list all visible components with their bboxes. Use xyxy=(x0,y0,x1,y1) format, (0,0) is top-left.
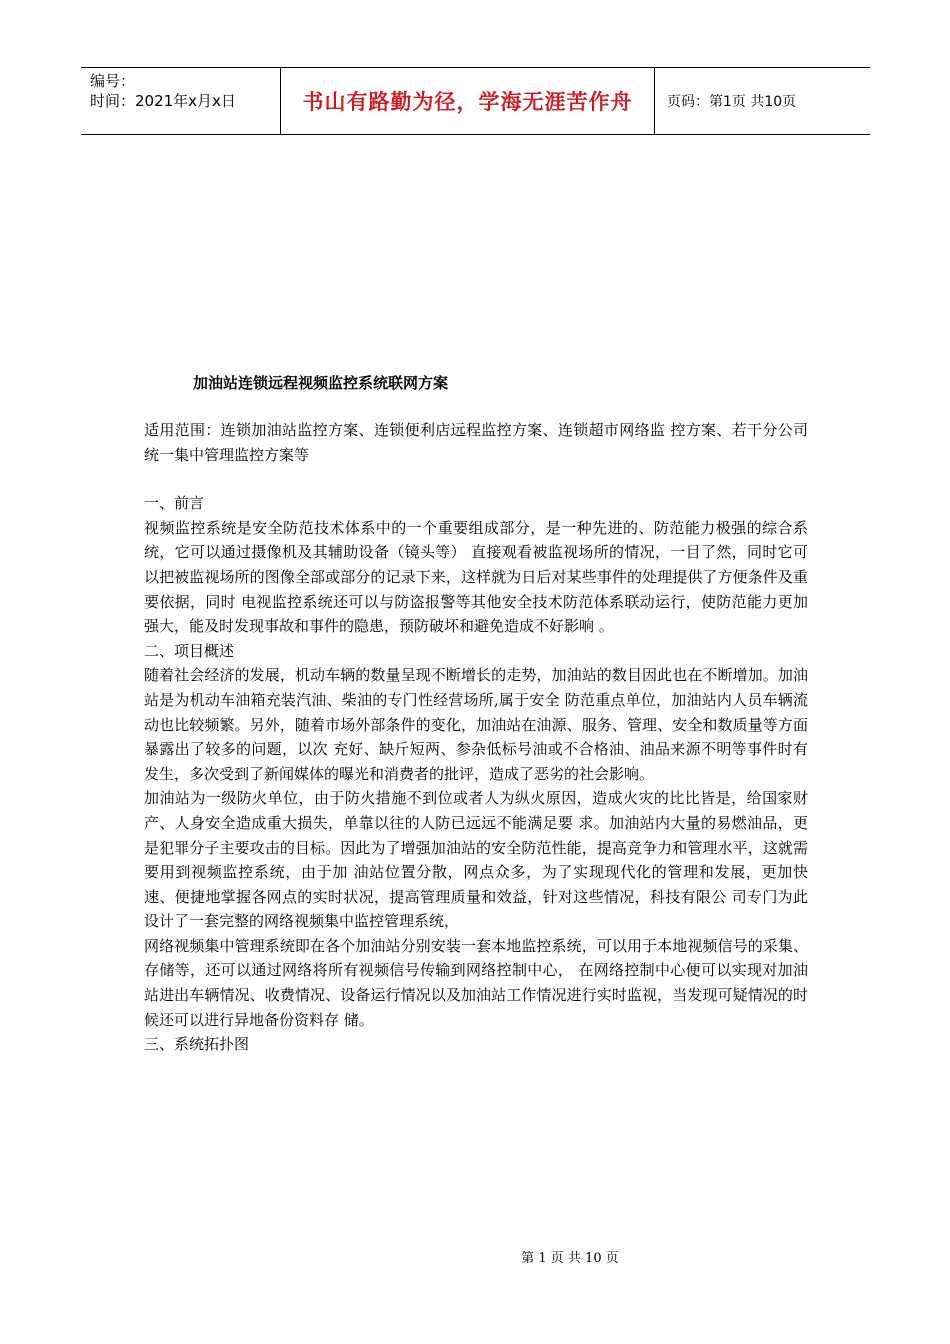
section-1-paragraph: 视频监控系统是安全防范技术体系中的一个重要组成部分，是一种先进的、防范能力极强的综合系统，它可以通过摄像机及其辅助设备（镜头等） 直接观看被监视场所的情况，一目了然，同时它可以把被监视场所的图像全部或部分的记录下来，这样就为日后对某些事件的处理提供了方便条件及重要依据，同时 电视监控系统还可以与防盗报警等其他安全技术防范体系联动运行，使防范能力更加强大，能及时发现事故和事件的隐患，预防破坏和避免造成不好影响 。 xyxy=(144,518,808,636)
number-label: 编号： xyxy=(90,72,136,90)
motto-text: 书山有路勤为径，学海无涯苦作舟 xyxy=(302,90,633,114)
page-number-cell xyxy=(655,68,870,134)
footer-page-text: 第 1 页 共 10 页 xyxy=(521,1251,619,1266)
page-footer xyxy=(0,1247,950,1266)
motto-cell xyxy=(281,68,655,134)
paragraph-gap xyxy=(144,467,808,491)
header-meta-cell xyxy=(81,68,281,134)
section-2-paragraph-1: 随着社会经济的发展，机动车辆的数量呈现不断增长的走势，加油站的数目因此也在不断增加。加油站是为机动车油箱充装汽油、柴油的专门性经营场所,属于安全 防范重点单位，加油站内人员车辆流动也比较频繁。另外，随着市场外部条件的变化，加油站在油源、服务、管理、安全和数质量等方面暴露出了较多的问题，以次 充好、缺斤短两、参杂低标号油或不合格油、油品来源不明等事件时有发生，多次受到了新闻媒体的曝光和消费者的批评，造成了恶劣的社会影响。 xyxy=(144,666,808,783)
section-1-heading: 一、前言 xyxy=(144,494,205,513)
header-table xyxy=(81,67,870,135)
section-3-heading: 三、系统拓扑图 xyxy=(144,1035,250,1054)
section-2-paragraph-2: 加油站为一级防火单位，由于防火措施不到位或者人为纵火原因，造成火灾的比比皆是，给国家财产、人身安全造成重大损失，单靠以往的人防已远远不能满足要 求。加油站内大量的易燃油品，更是犯罪分子主要攻击的目标。因此为了增强加油站的安全防范性能，提高竞争力和管理水平，这就需要用到视频监控系统，由于加 油站位置分散，网点众多，为了实现现代化的管理和发展，更加快速、便捷地掌握各网点的实时状况，提高管理质量和效益，针对这些情况，科技有限公 司专门为此设计了一套完整的网络视频集中监控管理系统， xyxy=(144,789,808,931)
document-title: 加油站连锁远程视频监控系统联网方案 xyxy=(193,374,449,392)
scope-paragraph: 适用范围：连锁加油站监控方案、连锁便利店远程监控方案、连锁超市网络监 控方案、若干分公司统一集中管理监控方案等 xyxy=(144,421,808,464)
document-body xyxy=(144,418,808,1057)
date-label: 时间：2021年x月x日 xyxy=(90,92,236,110)
section-2-paragraph-3: 网络视频集中管理系统即在各个加油站分别安装一套本地监控系统，可以用于本地视频信号的采集、存储等，还可以通过网络将所有视频信号传输到网络控制中心， 在网络控制中心便可以实现对加油站进出车辆情况、收费情况、设备运行情况以及加油站工作情况进行实时监视，当发现可疑情况的时候还可以进行异地备份资料存 储。 xyxy=(144,936,808,1029)
section-2-heading: 二、项目概述 xyxy=(144,641,235,660)
page-number-label: 页码：第1页 共10页 xyxy=(667,94,797,110)
